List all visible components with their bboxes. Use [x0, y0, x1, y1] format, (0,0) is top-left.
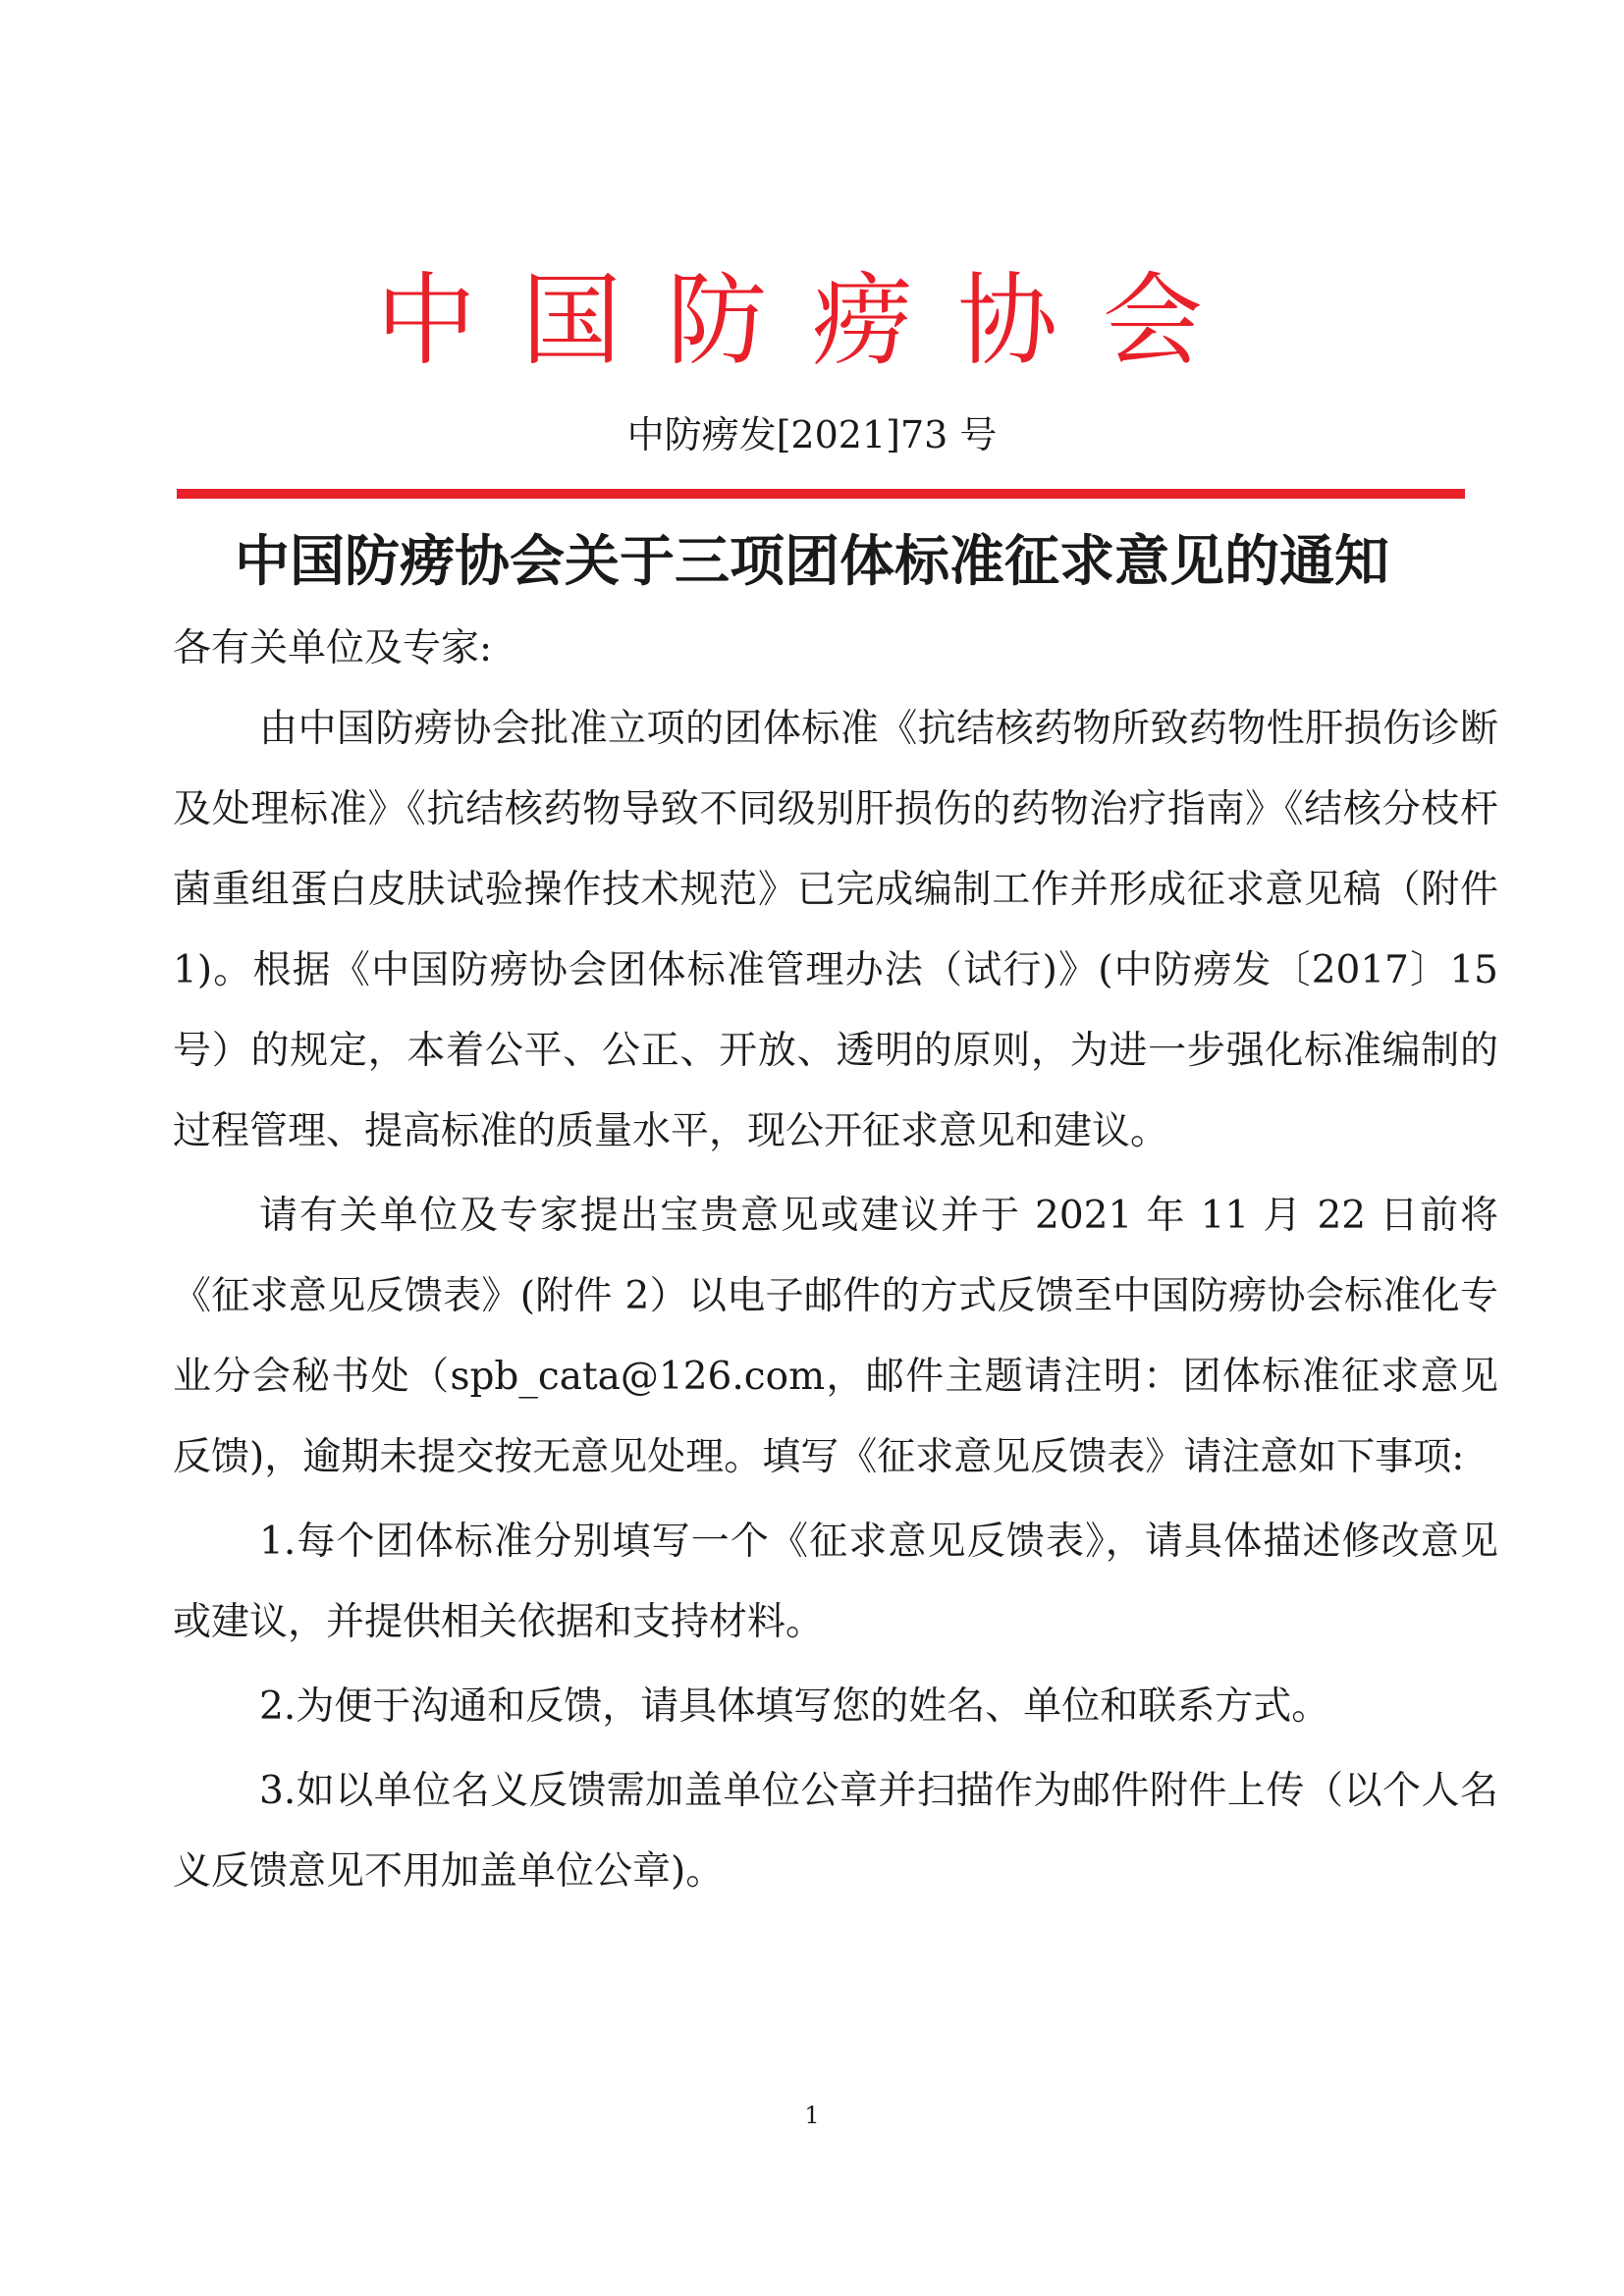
- body-paragraph-item-2: 2.为便于沟通和反馈，请具体填写您的姓名、单位和联系方式。: [259, 1684, 1330, 1729]
- body-paragraph-intro: 由中国防痨协会批准立项的团体标准《抗结核药物所致药物性肝损伤诊断及处理标准》《抗结核药物导致不同级别肝损伤的药物治疗指南》《结核分枝杆菌重组蛋白皮肤试验操作技术规范》已完成编制工作并形成征求意见稿（附件 1)。根据《中国防痨协会团体标准管理办法（试行)》(中防痨发〔2017〕15 号）的规定，本着公平、公正、开放、透明的原则，为进一步强化标准编制的过程管理、提高标准的质量水平，现公开征求意见和建议。: [173, 707, 1498, 1153]
- body-paragraph-item-1: 1.每个团体标准分别填写一个《征求意见反馈表》，请具体描述修改意见或建议，并提供相关依据和支持材料。: [173, 1520, 1498, 1644]
- notice-title: 中国防痨协会关于三项团体标准征求意见的通知: [235, 529, 1389, 594]
- notice-body: [173, 609, 1498, 1912]
- page-number: 1: [804, 2102, 820, 2129]
- organization-name-header: 中国防痨协会: [376, 263, 1248, 380]
- document-number: 中防痨发[2021]73 号: [626, 413, 998, 456]
- body-paragraph-item-3: 3.如以单位名义反馈需加盖单位公章并扫描作为邮件附件上传（以个人名义反馈意见不用加盖单位公章)。: [173, 1769, 1498, 1894]
- salutation: 各有关单位及专家:: [173, 626, 493, 670]
- body-paragraph-request: 请有关单位及专家提出宝贵意见或建议并于 2021 年 11 月 22 日前将《征求意见反馈表》(附件 2）以电子邮件的方式反馈至中国防痨协会标准化专业分会秘书处（spb_cata@126.com，邮件主题请注明：团体标准征求意见反馈)，逾期未提交按无意见处理。填写《征求意见反馈表》请注意如下事项:: [173, 1194, 1498, 1479]
- red-divider-line: [177, 489, 1465, 499]
